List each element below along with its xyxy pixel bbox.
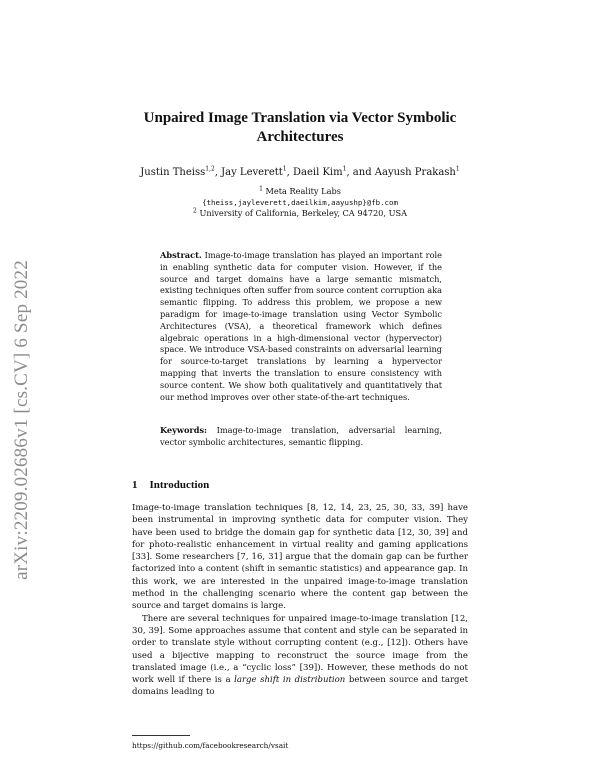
affiliation-mark: 2	[193, 207, 197, 215]
paragraph-text: between source and target domains leading to	[132, 675, 468, 698]
section-body	[132, 502, 468, 699]
arxiv-identifier-margin	[2, 210, 42, 630]
footnote-rule	[132, 735, 190, 736]
keywords	[160, 425, 442, 449]
affiliations	[100, 186, 500, 219]
affiliation-name: Meta Reality Labs	[265, 186, 341, 196]
author-emails: {theiss,jayleverett,daeilkim,aayushp}@fb.com	[202, 198, 398, 207]
footnote-url[interactable]: https://github.com/facebookresearch/vsait	[132, 741, 289, 750]
paragraph	[132, 613, 468, 699]
affiliation-mark: 1	[259, 185, 263, 193]
author-affiliation-mark: 1	[342, 165, 347, 173]
author-name: Justin Theiss	[140, 167, 206, 178]
section-heading	[132, 479, 209, 491]
affiliation-name: University of California, Berkeley, CA 94720, USA	[199, 208, 407, 218]
paper-title: Unpaired Image Translation via Vector Symbolic Architectures	[143, 110, 457, 145]
paragraph: Image-to-image translation techniques [8, 12, 14, 23, 25, 30, 33, 39] have been instrumental in improving synthetic data for computer vision. They have been used to bridge the domain gap for synthetic data [12, 30, 39] and for photo-realistic enhancement in virtual reality and gaming applications [33]. Some researchers [7, 16, 31] argue that the domain gap can be further factorized into a content (shift in semantic statistics) and appearance gap. In this work, we are interested in the unpaired image-to-image translation method in the challenging scenario where the content gap between the source and target domains is large.	[132, 503, 468, 612]
emphasis-text: large shift in distribution	[234, 675, 346, 686]
paragraph-text: There are several techniques for unpaired image-to-image translation [12, 30, 39]. Some approaches assume that content and style can be separated in order to translate style without corrupting content (e.g., [12]). Others have used a bijective mapping to reconstruct the source image from the translated image (i.e., a “cyclic loss” [39]). However, these methods do not work well if there is a	[132, 613, 468, 686]
footnote	[132, 741, 288, 750]
author-list: Justin Theiss$^{1,2}$, Jay Leverett$^1$, Daeil Kim$^1$, and Aayush Prakash$^1$	[140, 165, 460, 178]
abstract-text: Image-to-image translation has played an important role in enabling synthetic data for computer vision. However, if the source and target domains have a large semantic mismatch, existing techniques often suffer from source content corruption aka semantic flipping. To address this problem, we propose a new paradigm for image-to-image translation using Vector Symbolic Architectures (VSA), a theoretical framework which defines algebraic operations in a high-dimensional vector (hypervector) space. We introduce VSA-based constraints on adversarial learning for source-to-target translations by learning a hypervector mapping that inverts the translation to ensure consistency with source content. We show both qualitatively and quantitatively that our method improves over other state-of-the-art techniques.	[160, 250, 442, 402]
author-name: Daeil Kim	[292, 167, 343, 178]
keywords-label: Keywords:	[160, 425, 208, 435]
section-number: 1	[132, 479, 138, 491]
author-affiliation-mark: 1,2	[205, 165, 215, 173]
section-title: Introduction	[149, 479, 210, 491]
abstract	[160, 250, 442, 403]
author-affiliation-mark: 1	[455, 165, 460, 173]
keywords-text: Image-to-image translation, adversarial learning, vector symbolic architectures, semantic flipping.	[160, 425, 442, 447]
affiliation-line	[100, 186, 500, 197]
author-name: Aayush Prakash	[374, 167, 456, 178]
abstract-label: Abstract.	[160, 250, 202, 260]
arxiv-identifier: arXiv:2209.02686v1 [cs.CV] 6 Sep 2022	[11, 260, 33, 580]
affiliation-line	[100, 208, 500, 219]
author-name: Jay Leverett	[221, 167, 283, 178]
author-affiliation-mark: 1	[282, 165, 287, 173]
